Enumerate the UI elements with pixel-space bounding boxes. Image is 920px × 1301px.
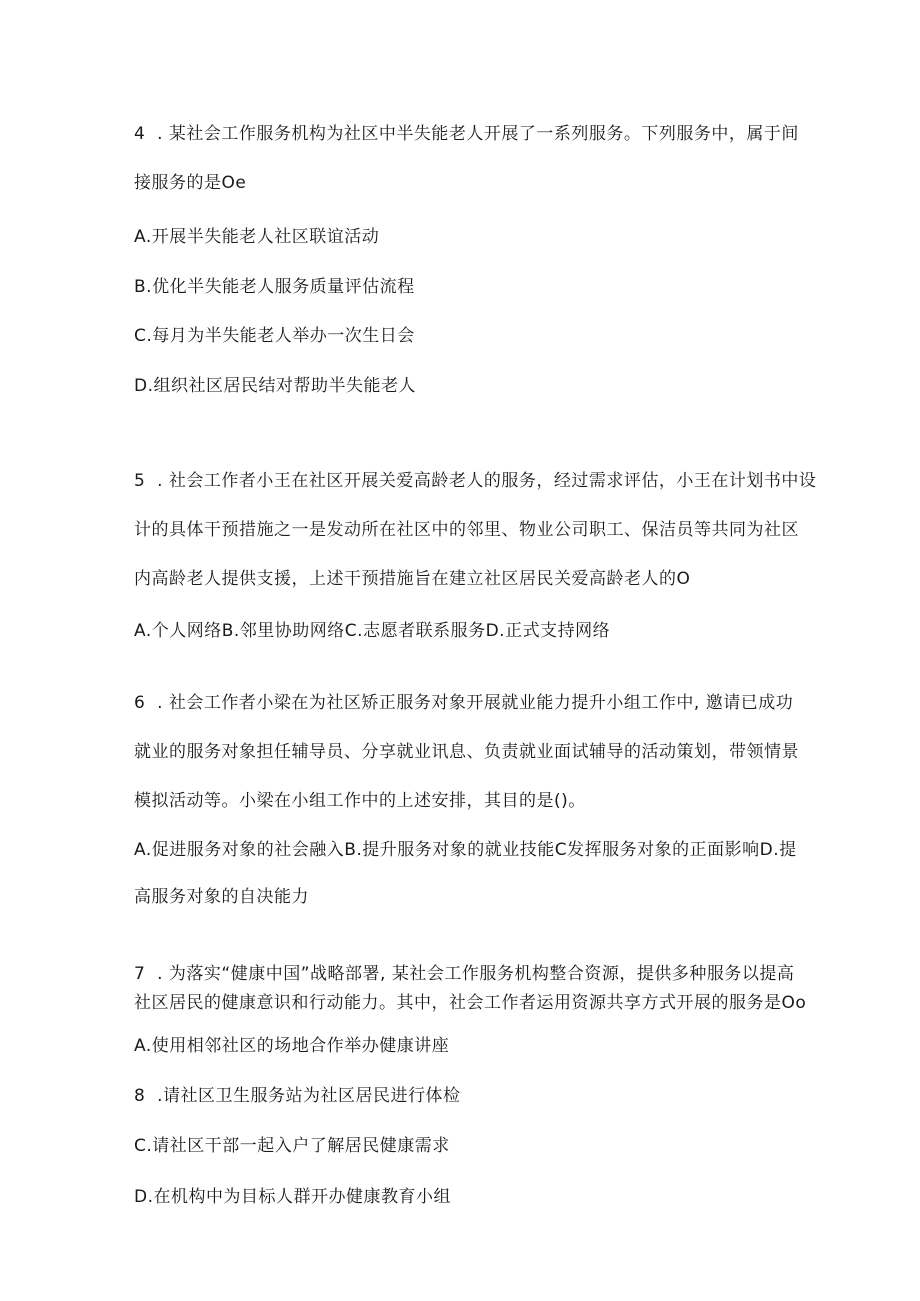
question-4-option-a: A.开展半失能老人社区联谊活动 (134, 227, 380, 247)
question-6-line-1: 6 . 社会工作者小梁在为社区矫正服务对象开展就业能力提升小组工作中, 邀请已成功 (134, 693, 794, 713)
question-7-line-2: 社区居民的健康意识和行动能力。其中，社会工作者运用资源共享方式开展的服务是Oo (134, 993, 807, 1013)
question-4-line-1: 4 . 某社会工作服务机构为社区中半失能老人开展了一系列服务。下列服务中，属于间 (134, 124, 799, 144)
question-4-option-c: C.每月为半失能老人举办一次生日会 (134, 326, 415, 346)
question-7-option-b: 8 .请社区卫生服务站为社区居民进行体检 (134, 1086, 461, 1106)
question-5-line-1: 5 . 社会工作者小王在社区开展关爱高龄老人的服务，经过需求评估，小王在计划书中设 (134, 471, 817, 491)
question-4-option-d: D.组织社区居民结对帮助半失能老人 (134, 376, 416, 396)
question-6-line-2: 就业的服务对象担任辅导员、分享就业讯息、负责就业面试辅导的活动策划，带领情景 (134, 742, 799, 762)
question-4-line-2: 接服务的是Oe (134, 173, 247, 193)
question-6-options-line-2: 高服务对象的自决能力 (134, 887, 309, 907)
question-7-option-c: C.请社区干部一起入户了解居民健康需求 (134, 1136, 450, 1156)
question-6-line-3: 模拟活动等。小梁在小组工作中的上述安排，其目的是()。 (134, 791, 586, 811)
question-6-options-line-1: A.促进服务对象的社会融入B.提升服务对象的就业技能C发挥服务对象的正面影响D.提 (134, 840, 797, 860)
question-7-option-d: D.在机构中为目标人群开办健康教育小组 (134, 1187, 451, 1207)
question-7-line-1: 7 . 为落实“健康中国”战略部署, 某社会工作服务机构整合资源，提供多种服务以提高 (134, 964, 795, 984)
question-5-options: A.个人网络B.邻里协助网络C.志愿者联系服务D.正式支持网络 (134, 621, 611, 641)
question-4-option-b: B.优化半失能老人服务质量评估流程 (134, 277, 415, 297)
question-5-line-3: 内高龄老人提供支援，上述干预措施旨在建立社区居民关爱高龄老人的O (134, 569, 691, 589)
question-5-line-2: 计的具体干预措施之一是发动所在社区中的邻里、物业公司职工、保洁员等共同为社区 (134, 520, 799, 540)
question-7-option-a: A.使用相邻社区的场地合作举办健康讲座 (134, 1036, 450, 1056)
